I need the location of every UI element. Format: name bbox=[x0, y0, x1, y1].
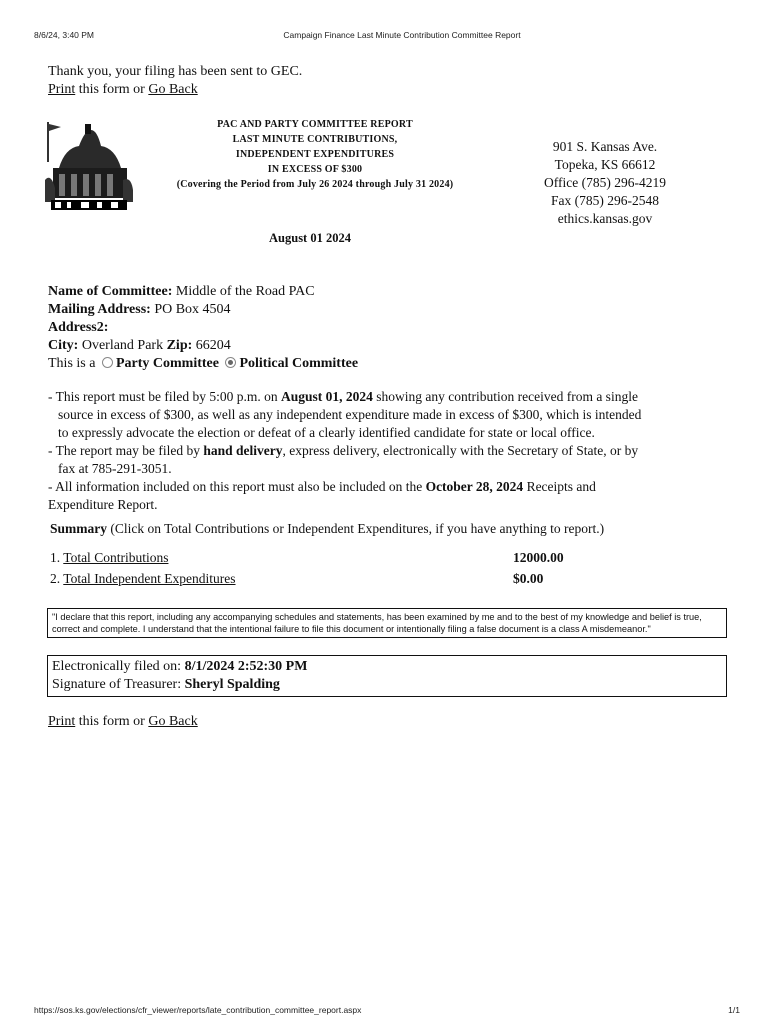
city-label: City: bbox=[48, 338, 79, 353]
summary-row-contributions bbox=[50, 550, 730, 566]
report-heading-line: IN EXCESS OF $300 bbox=[267, 164, 363, 175]
declaration-statement: "I declare that this report, including any accompanying schedules and statements, has been examined by me and to the best of my knowledge and belief is true, correct and complete. I understand that the intentional failure to file this document or intentionally filing a false document is a class A misdemeanor." bbox=[47, 608, 727, 638]
committee-type-prefix: This is a bbox=[48, 356, 96, 371]
contact-city: Topeka, KS 66612 bbox=[554, 157, 656, 172]
total-independent-expenditures-link[interactable]: Total Independent Expenditures bbox=[63, 571, 236, 586]
filing-notes bbox=[48, 388, 728, 514]
inclusion-date: October 28, 2024 bbox=[425, 479, 524, 494]
report-heading-line: PAC AND PARTY COMMITTEE REPORT bbox=[217, 119, 413, 130]
deadline-date: August 01, 2024 bbox=[280, 389, 373, 404]
summary-hint: (Click on Total Contributions or Independent Expenditures, if you have anything to report.) bbox=[107, 521, 605, 536]
note-text: - All information included on this report must also be included on the bbox=[48, 479, 426, 494]
city: Overland Park bbox=[81, 338, 164, 353]
note-text: , express delivery, electronically with the Secretary of State, or by bbox=[282, 443, 639, 458]
mailing-address-label: Mailing Address: bbox=[48, 302, 151, 317]
confirmation-links bbox=[48, 81, 302, 99]
total-expenditures-amount: $0.00 bbox=[513, 571, 544, 586]
party-committee-label: Party Committee bbox=[115, 356, 219, 371]
filing-details bbox=[47, 655, 727, 697]
filed-on-label: Electronically filed on: bbox=[52, 659, 182, 674]
note-delivery-cont: fax at 785-291-3051. bbox=[58, 461, 172, 476]
print-url: https://sos.ks.gov/elections/cfr_viewer/reports/late_contribution_committee_report.aspx bbox=[34, 1005, 362, 1015]
note-deadline bbox=[48, 388, 728, 406]
summary-row-number: 2. bbox=[50, 571, 64, 586]
footer-print-link[interactable]: Print bbox=[48, 714, 76, 729]
signature-label: Signature of Treasurer: bbox=[52, 677, 182, 692]
note-delivery bbox=[48, 442, 728, 460]
contact-block bbox=[520, 138, 690, 228]
address2-row bbox=[48, 319, 358, 337]
note-deadline-cont: to expressly advocate the election or defeat of a clearly identified candidate for state or local office. bbox=[58, 425, 595, 440]
political-committee-label: Political Committee bbox=[239, 356, 359, 371]
mailing-address: PO Box 4504 bbox=[154, 302, 231, 317]
report-heading bbox=[140, 117, 490, 192]
committee-name-row bbox=[48, 283, 358, 301]
committee-name-label: Name of Committee: bbox=[48, 284, 173, 299]
report-date: August 01 2024 bbox=[269, 231, 351, 245]
contact-fax: Fax (785) 296-2548 bbox=[551, 193, 659, 208]
contact-office: Office (785) 296-4219 bbox=[544, 175, 666, 190]
committee-info bbox=[48, 283, 358, 373]
confirmation-message: Thank you, your filing has been sent to GEC. bbox=[48, 64, 303, 79]
total-contributions-link[interactable]: Total Contributions bbox=[63, 550, 169, 565]
party-committee-radio[interactable] bbox=[102, 357, 113, 368]
print-date: 8/6/24, 3:40 PM bbox=[34, 30, 95, 40]
note-text: - This report must be filed by 5:00 p.m. on bbox=[48, 389, 281, 404]
committee-name: Middle of the Road PAC bbox=[175, 284, 315, 299]
kansas-seal-icon bbox=[45, 118, 133, 214]
note-text: showing any contribution received from a single bbox=[372, 389, 638, 404]
summary-row-number: 1. bbox=[50, 550, 64, 565]
contact-street: 901 S. Kansas Ave. bbox=[552, 139, 658, 154]
links-mid-text: this form or bbox=[75, 82, 149, 97]
confirmation-block bbox=[48, 63, 302, 99]
summary-label: Summary bbox=[50, 521, 107, 536]
city-zip-row bbox=[48, 337, 358, 355]
filed-on-row bbox=[52, 658, 722, 676]
zip: 66204 bbox=[195, 338, 231, 353]
print-footer bbox=[34, 1005, 740, 1015]
mailing-address-row bbox=[48, 301, 358, 319]
total-contributions-amount: 12000.00 bbox=[513, 550, 564, 565]
report-period: (Covering the Period from July 26 2024 through July 31 2024) bbox=[176, 179, 454, 190]
committee-type-row bbox=[48, 355, 358, 373]
print-link[interactable]: Print bbox=[48, 82, 76, 97]
report-heading-line: LAST MINUTE CONTRIBUTIONS, bbox=[232, 134, 398, 145]
print-title: Campaign Finance Last Minute Contribution Committee Report bbox=[283, 30, 521, 40]
contact-web: ethics.kansas.gov bbox=[557, 211, 653, 226]
go-back-link[interactable]: Go Back bbox=[148, 82, 198, 97]
note-inclusion bbox=[48, 478, 728, 496]
note-deadline-cont: source in excess of $300, as well as any independent expenditure made in excess of $300, which is intended bbox=[58, 407, 642, 422]
note-text: Receipts and bbox=[523, 479, 596, 494]
note-inclusion-cont: Expenditure Report. bbox=[48, 497, 158, 512]
summary-row-expenditures bbox=[50, 571, 730, 587]
footer-links-mid-text: this form or bbox=[75, 714, 149, 729]
signature-row bbox=[52, 676, 722, 694]
address2-label: Address2: bbox=[48, 320, 109, 335]
hand-delivery-text: hand delivery bbox=[203, 443, 283, 458]
signature-value: Sheryl Spalding bbox=[184, 677, 280, 692]
page-number: 1/1 bbox=[728, 1005, 740, 1015]
report-heading-line: INDEPENDENT EXPENDITURES bbox=[235, 149, 395, 160]
zip-label: Zip: bbox=[166, 338, 193, 353]
filed-on-value: 8/1/2024 2:52:30 PM bbox=[184, 659, 308, 674]
summary-header bbox=[50, 521, 730, 537]
footer-links bbox=[48, 714, 198, 730]
footer-go-back-link[interactable]: Go Back bbox=[148, 714, 198, 729]
political-committee-radio[interactable] bbox=[225, 357, 236, 368]
note-text: - The report may be filed by bbox=[48, 443, 204, 458]
